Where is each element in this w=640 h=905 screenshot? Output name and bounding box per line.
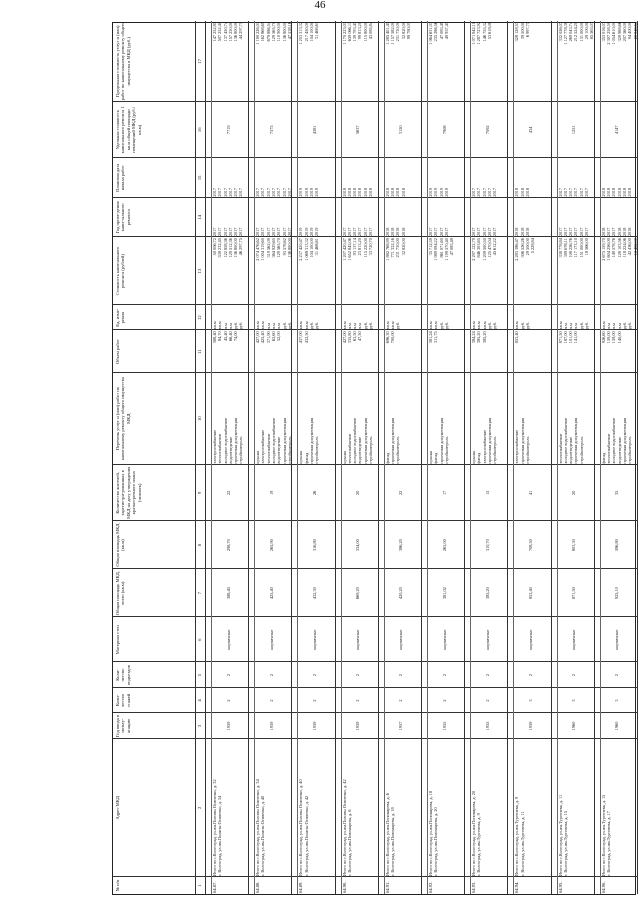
cell-total-area: 432,30	[312, 587, 317, 600]
cell-limit-cost: 1 064 631,01 235 286,56 47 083,49 49 957,45	[428, 22, 449, 45]
cell-entrances: 2	[484, 673, 490, 677]
column-number: 11	[197, 349, 202, 354]
column-header-address: Адрес МКД	[115, 796, 120, 820]
cell-floors: 2	[441, 699, 447, 702]
cell-cost: 1 882 768,99 771 332,16 231 730,00 32 820,00	[384, 238, 406, 261]
cell-row-number: 64.89.	[298, 881, 304, 893]
cell-unit: кв.м п.м п.м п.м руб. руб.	[341, 321, 374, 330]
cell-works-list: крыша теплоснабжение холодное водоснабжение водоотведение проектная документация стройконтроль	[341, 417, 374, 464]
column-header-works-list: Перечень услуг и (или) работ по капитальному ремонту общего имущества МКД	[115, 377, 131, 461]
cell-residents: 17	[441, 490, 447, 495]
cell-repair-year: 2017 2017 2017 2017 2017 2017	[212, 227, 244, 237]
cell-repair-year: 2017 2017 2017 2017 2017	[471, 227, 498, 237]
cell-row-number: 64.88.	[255, 881, 261, 893]
cell-work-volume: 853,40	[514, 331, 520, 344]
cell-floors: 2	[268, 699, 274, 702]
cell-work-volume: 926,60 159,00 159,00 140,00	[600, 331, 622, 344]
cell-address: Итого по г.Волгоград, ул.им.Тургенева, д. 9 г. Волгоград, ул.им.Тургенева, д. 11	[514, 796, 525, 877]
column-header-residents: Количество жителей, зарегистри-рованных в МКД на дату утверждения краткосрочного плана (человек)	[115, 466, 142, 519]
cell-cost: 2 283 386,47 306 526,26 29 500,00 5 228,84	[514, 238, 536, 261]
cell-total-area: 853,40	[528, 587, 533, 600]
cell-area: 596,80	[614, 539, 620, 552]
cell-cost: 2 297 122,79 846 303,65 1 209 500,50 125 470,04 45 612,22	[471, 238, 498, 261]
cell-total-area: 425,40	[268, 587, 274, 600]
cell-residents: 15	[484, 490, 490, 495]
cell-unit: кв.м руб. руб.	[514, 321, 530, 330]
cell-year-built: 1955	[484, 721, 490, 731]
cell-limit-cost: 1 190 226,01 162 868,69 679 886,54 129 565,70 110 900,00 136 800,00 47 538,16	[255, 22, 292, 45]
column-number-divider	[205, 21, 206, 894]
cell-entrances: 2	[614, 673, 620, 677]
cell-works-list: фасад проектная документация стройконтроль	[384, 418, 401, 464]
cell-unit: кв.м кв.м п.м п.м п.м руб. руб.	[255, 321, 292, 330]
cell-limit-cost: 328 128,53 39 500,00 6 997,75	[514, 22, 530, 42]
cell-entrances: 2	[355, 673, 361, 677]
cell-row-number: 64.91.	[384, 881, 390, 893]
cell-works-list: крыша фасад проектная документация стройконтроль	[428, 418, 449, 464]
cell-area: 263,00	[441, 539, 447, 552]
cell-floors: 2	[312, 699, 317, 702]
cell-repair-year: 2017 2017 2017 2017 2017 2017	[341, 227, 374, 237]
cell-residents: 19	[268, 490, 274, 495]
cell-plan-start: 2018 2018 2018	[514, 187, 530, 197]
cell-address: Итого по г.Волгоград, ул.им.Тургенева, д. 15 г. Волгоград, ул.им.Тургенева, д. 17	[600, 794, 612, 877]
cell-plan-start: 2019 2019 2019 2019	[298, 187, 320, 197]
cell-residents: 41	[528, 490, 533, 495]
row-divider	[335, 21, 336, 894]
cell-year-built: 1959	[355, 721, 361, 731]
cell-unit: кв.м кв.м кв.м руб. руб.	[471, 321, 498, 330]
cell-row-number: 64.95.	[557, 881, 563, 893]
cell-floors: 3	[614, 699, 620, 702]
cell-row-number: 64.94.	[514, 881, 520, 893]
cell-floors: 3	[571, 699, 577, 702]
column-header-entrances: Коли-чество подъездов	[115, 665, 131, 686]
cell-repair-year: 2019 2019 2019 2019	[298, 227, 320, 237]
cell-cost: 1 207 420,47 1 652 845,06 93 137,14 23 813,20 115 220,00 33 720,70	[341, 238, 374, 261]
cell-works-list: теплоснабжение холодное водоснабжение водоотведение проектная документация стройконтроль	[557, 417, 584, 464]
column-number: 9	[197, 491, 202, 494]
cell-total-area: 871,50	[571, 587, 577, 600]
cell-unit-cost: 434	[528, 126, 533, 134]
cell-limit-cost: 353 016,07 2 307 258,50 1 054 610,00 329 988,66 207 560,00 94 400,00 20 943,54	[600, 22, 638, 45]
cell-unit-cost: 1251	[571, 125, 577, 135]
cell-entrances: 2	[268, 673, 274, 677]
cell-works-list: электроснабжение проектная документация стройконтроль	[514, 418, 530, 464]
column-number: 7	[197, 591, 202, 595]
cell-limit-cost: 332 026,07 1 127 778,38 269 043,74 212 524,20 131 000,00 29 100,00 85 563,03	[557, 22, 595, 45]
cell-work-volume: 437,00 432,50	[298, 331, 309, 344]
column-number: 16	[197, 127, 202, 133]
cell-work-volume: 388,40 84,70 45,40 66,40 74,00	[212, 331, 239, 344]
cell-address: Итого по г.Волгоград, ул.им.Полины Осипенко, д. 40 г. Волгоград, ул.им.Полины Осипенко, д. 42	[298, 779, 309, 877]
cell-total-area: 420,20	[398, 587, 404, 600]
cell-row-number: 64.93.	[471, 881, 477, 893]
cell-unit-cost: 7092	[484, 125, 490, 135]
cell-entrances: 2	[528, 673, 533, 677]
column-number: 10	[197, 416, 202, 421]
cell-plan-start: 2018 2018 2018 2018	[384, 187, 406, 197]
cell-residents: 20	[355, 490, 361, 495]
cell-total-area: 385,20	[484, 587, 490, 600]
cell-unit: кв.м кв.м руб. руб.	[298, 321, 320, 330]
cell-year-built: 1959	[225, 721, 231, 731]
cell-works-list: крыша фасад электроснабжение проектная документация стройконтроль	[471, 418, 498, 464]
cell-work-volume: 427,00 425,40 371,90 62,60 52,00	[255, 331, 282, 344]
cell-unit-cost: 4147	[614, 125, 620, 135]
cell-entrances: 2	[571, 673, 577, 677]
row-divider	[378, 21, 379, 894]
cell-work-volume: 427,00 335,80 63,50 47,50	[341, 331, 363, 344]
cell-repair-year: 2017 2017 2017 2017 2017 2017	[557, 227, 590, 237]
cell-wall-material: кирпичные	[355, 629, 361, 650]
column-number: 3	[197, 724, 202, 728]
page-number: 46	[314, 0, 326, 11]
cell-floors: 3	[528, 699, 533, 702]
cell-area: 265,90	[268, 539, 274, 552]
column-header-area: Общая площадь МКД (кв.м)	[115, 523, 126, 567]
cell-unit: кв.м кв.м руб.	[384, 321, 401, 330]
row-divider	[551, 21, 552, 894]
cell-cost: 2 237 420,47 1 068 313,32 104 100,00 31 468,61	[298, 238, 320, 261]
cell-area: 708,50	[528, 539, 533, 552]
cell-unit-cost: 7908	[441, 125, 447, 135]
cell-total-area: 381,02	[441, 587, 447, 600]
cell-total-area: 925,10	[614, 587, 620, 600]
column-number: 14	[197, 215, 202, 220]
column-header-floors: Коли-чество этажей	[115, 693, 131, 708]
cell-address: Итого по г.Волгоград, ул.им.Полины Осипенко, д. 32 г. Волгоград, ул.им.Полины Осипенко, д. 34	[212, 779, 223, 877]
column-header-repair-year: Год прове-дения капи-тального ремонта	[115, 201, 131, 234]
cell-work-volume: 871,50 187,00 101,00 141,00	[557, 331, 579, 344]
cell-area: 334,00	[355, 539, 361, 552]
column-number: 6	[197, 638, 202, 641]
row-divider	[464, 21, 465, 894]
cell-residents: 20	[571, 490, 577, 495]
cell-year-built: 1957	[398, 721, 404, 731]
cell-wall-material: кирпичные	[441, 629, 447, 650]
cell-year-built: 1960	[571, 721, 577, 731]
cell-works-list: фасад теплоснабжение холодное водоснабжение водоотведение проектная документация стройконтроль	[600, 417, 633, 464]
cell-wall-material: кирпичные	[528, 629, 533, 650]
cell-limit-cost: 147 252,85 507 252,40 137 450,74 157 250,00 136 800,00 44 297,75	[212, 22, 244, 42]
cell-plan-start: 2017 2017 2017 2017 2017 2017	[212, 187, 244, 197]
cell-year-built: 1955	[441, 721, 447, 731]
cell-wall-material: кирпичные	[571, 629, 577, 650]
cell-wall-material: кирпичные	[268, 629, 274, 650]
cell-unit-cost: 5637	[355, 125, 361, 135]
cell-plan-start: 2018 2018 2018 2018 2018 2018	[600, 187, 633, 197]
cell-unit-cost: 4381	[312, 125, 317, 135]
row-divider	[507, 21, 508, 894]
cell-total-area: 669,20	[355, 587, 361, 600]
cell-year-built: 1959	[528, 721, 533, 731]
cell-repair-year: 2017 2017 2017 2017 2017 2017 2017	[255, 227, 292, 237]
cell-cost: 2 074 476,62 1 004 319,60 319 562,09 364 929,65 129 565,70 93 578,62 136 800,00	[255, 238, 292, 261]
cell-row-number: 64.87.	[212, 881, 217, 893]
cell-floors: 2	[398, 699, 404, 702]
column-number: 13	[197, 268, 202, 274]
cell-year-built: 1959	[268, 721, 274, 731]
cell-limit-cost: 1 071 942,10 1 287 723,92 146 755,32 53 618,08	[471, 22, 493, 45]
column-header-cost: Стоимость капитального ремонта (рублей)	[115, 246, 126, 296]
cell-limit-cost: 1 285 401,45 1 157 582,00 231 730,00 32 820,00 99 780,05	[384, 22, 411, 45]
cell-limit-cost: 1 170 225,01 659 066,11 139 793,45 99 813,20 115 800,00 43 085,84	[341, 22, 374, 45]
column-header-plan-start: Плановая дата начала работ	[115, 163, 126, 192]
cell-unit-cost: 3150	[398, 125, 404, 135]
cell-address: Итого по г.Волгоград, ул.им.Пономарева, д. 6 г. Волгоград, ул.им.Пономарева, д. 18	[384, 793, 396, 877]
cell-wall-material: кирпичные	[484, 629, 490, 650]
row-divider	[248, 21, 249, 894]
column-number: 2	[197, 806, 202, 809]
column-header-unit-cost: Удельная стоимость капитального ремонта 1 кв.м общей площади помещений МКД (руб./кв.м)	[115, 106, 142, 154]
cell-area: 298,70	[225, 539, 231, 552]
column-number: 1	[197, 884, 202, 887]
column-header-limit-cost: Предельная стоимость услуг и (или) работ по капитальному ремонту общего имущества в МКД (руб.)	[115, 22, 131, 101]
cell-unit: кв.м кв.м п.м п.м руб. руб.	[212, 321, 244, 330]
cell-unit: кв.м п.м п.м п.м руб. руб.	[557, 321, 590, 330]
column-number: 15	[197, 175, 202, 181]
cell-work-volume: 696,30 700,00	[384, 331, 396, 344]
cell-entrances: 2	[398, 673, 404, 677]
cell-entrances: 2	[441, 673, 447, 677]
cell-plan-start: 2019 2019 2019 2019	[428, 187, 449, 197]
cell-repair-year: 2017 2017 2017 2017	[428, 227, 449, 237]
cell-cost: 50 006,72 538 232,45 122 858,36 129 512,36 136 800,00 46 297,75	[212, 238, 244, 258]
cell-floors: 2	[225, 699, 231, 702]
document-table	[112, 22, 636, 895]
cell-entrances: 2	[225, 673, 231, 677]
column-number: 17	[197, 58, 202, 64]
column-number: 8	[197, 543, 202, 547]
cell-row-number: 64.92.	[428, 881, 433, 893]
row-divider	[594, 21, 595, 894]
cell-work-volume: 381,24 311,75	[428, 331, 439, 344]
cell-floors: 2	[484, 699, 490, 702]
column-number: 4	[197, 699, 202, 702]
cell-residents: 22	[225, 490, 231, 495]
cell-wall-material: кирпичные	[225, 629, 231, 650]
cell-row-number: 64.90.	[341, 881, 347, 893]
cell-entrances: 2	[312, 673, 317, 677]
cell-area: 316,80	[312, 539, 317, 552]
column-header-work-volume: Объем работ	[115, 339, 120, 365]
column-header-row-number: № п/п	[115, 879, 120, 892]
column-number: 5	[197, 673, 202, 677]
cell-works-list: крыша фасад проектная документация стройконтроль	[298, 418, 320, 464]
row-divider	[637, 21, 638, 894]
column-header-total-area: Общая площадь МКД, всего (кв.м)	[115, 571, 126, 616]
cell-cost: 338 778,84 309 676,11 108 256,76 117 173,10 151 000,00 18 566,00	[557, 238, 590, 258]
cell-repair-year: 2018 2017 2017 2018 2018 2018	[600, 227, 633, 237]
column-header-year-built: Год ввода в эксплу-атацию	[115, 714, 131, 737]
cell-total-area: 388,40	[225, 587, 231, 600]
cell-unit-cost: 7719	[225, 125, 231, 135]
cell-address: Итого по г.Волгоград, ул.им.Полины Осипенко, д. 42 г. Волгоград, ул.им.Пономарева, д. 6	[341, 779, 352, 877]
column-number: 12	[197, 315, 202, 320]
rotated-table-sheet	[112, 22, 636, 895]
cell-works-list: электроснабжение теплоснабжение холодное водоснабжение водоотведение проектная документация стройконтроль	[212, 417, 244, 464]
cell-wall-material: кирпичные	[614, 629, 620, 650]
cell-floors: 2	[355, 699, 361, 702]
cell-cost: 35 712,59 1 989 094,22 861 071,60 1 199 570,40 47 083,49	[428, 238, 455, 261]
cell-address: Итого по г.Волгоград, ул.им.Пономарева, д. 20 г. Волгоград, ул.им.Тургенева, д. 9	[471, 790, 482, 877]
cell-plan-start: 2018 2018 2018 2018 2018 2018	[341, 187, 374, 197]
cell-unit: кв.м п.м п.м п.м руб. руб.	[600, 321, 633, 330]
cell-work-volume: 384,24 385,20 385,20	[471, 331, 487, 344]
cell-area: 310,70	[484, 539, 490, 552]
cell-address: Итого по г.Волгоград, ул.им.Пономарева, д. 18 г. Волгоград, ул.им.Пономарева, д. 20	[428, 790, 439, 877]
cell-residents: 35	[614, 490, 620, 495]
cell-limit-cost: 1 253 313,32 217 450,00 104 100,00 31 468,61	[298, 22, 320, 45]
cell-address: Итого по г.Волгоград, ул.им.Тургенева, д. 11 г. Волгоград, ул.им.Тургенева, д. 15	[557, 794, 568, 877]
cell-unit: кв.м кв.м руб. руб.	[428, 321, 449, 330]
cell-plan-start: 2017 2017 2017 2017 2017	[471, 187, 498, 197]
cell-plan-start: 2017 2017 2017 2017 2017 2017 2017	[255, 187, 292, 197]
cell-address: Итого по г.Волгоград, ул.им.Полины Осипенко, д. 34 г. Волгоград, ул.им.Полины Осипенко, д. 40	[255, 779, 266, 877]
cell-wall-material: кирпичные	[312, 629, 317, 650]
cell-year-built: 1959	[312, 721, 317, 731]
cell-cost: 2 675 159,70 1 604 256,00 149 578,76 128 103,56 118 224,06 42 436,00 10 482,00	[600, 238, 638, 261]
cell-works-list: крыша электроснабжение теплоснабжение холодное водоснабжение водоотведение проектная документация стройконтроль	[255, 417, 292, 464]
cell-year-built: 1960	[614, 721, 620, 731]
column-header-unit: Ед. изме-рения	[115, 308, 126, 327]
cell-plan-start: 2017 2017 2017 2017 2017 2017	[557, 187, 590, 197]
cell-repair-year: 2018 2018 2018	[514, 227, 530, 237]
row-divider	[421, 21, 422, 894]
cell-row-number: 64.96.	[600, 881, 606, 893]
cell-area: 803,30	[571, 539, 577, 552]
cell-unit-cost: 7575	[268, 125, 274, 135]
cell-residents: 22	[398, 490, 404, 495]
cell-residents: 26	[312, 490, 317, 495]
cell-wall-material: кирпичные	[398, 629, 404, 650]
column-header-wall-material: Материал стен	[115, 625, 120, 655]
cell-repair-year: 2018 2018 2018 2018	[384, 227, 406, 237]
cell-area: 386,20	[398, 539, 404, 552]
